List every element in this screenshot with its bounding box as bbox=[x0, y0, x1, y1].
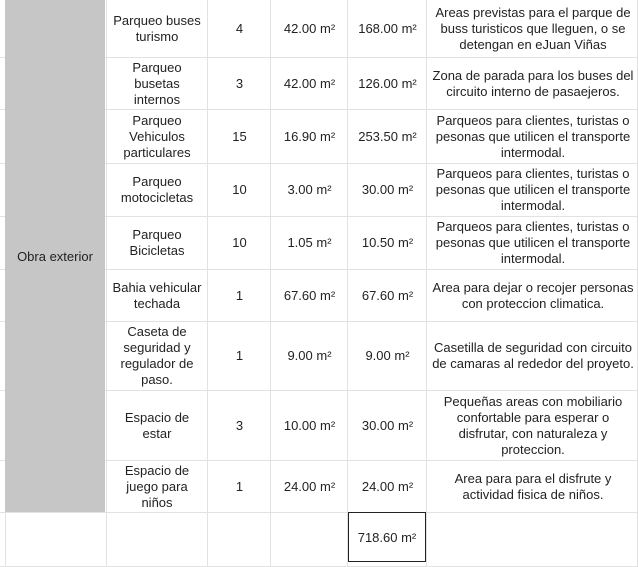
cell-description[interactable]: Area para para el disfrute y actividad fisica de niños. bbox=[454, 470, 612, 502]
cell-unit-area[interactable]: 42.00 m² bbox=[283, 21, 336, 36]
cell-total-area[interactable]: 67.60 m² bbox=[361, 287, 414, 303]
cell-total-area[interactable]: 30.00 m² bbox=[361, 182, 414, 197]
grid-line-horizontal bbox=[0, 512, 638, 513]
cell-name[interactable]: Parqueo buses turismo bbox=[113, 13, 201, 44]
grid-line-vertical bbox=[270, 0, 271, 567]
total-cell[interactable] bbox=[348, 512, 426, 562]
cell-name[interactable]: Caseta de seguridad y regulador de paso. bbox=[120, 324, 194, 387]
cell-qty[interactable]: 3 bbox=[235, 75, 244, 91]
grid-line-vertical bbox=[207, 0, 208, 567]
cell-description[interactable]: Areas previstas para el parque de buss turisticos que lleguen, o se detengan en eJuan Viñas bbox=[435, 5, 631, 52]
cell-unit-area[interactable]: 24.00 m² bbox=[283, 478, 336, 494]
cell-total-area[interactable]: 24.00 m² bbox=[361, 478, 414, 494]
cell-name[interactable]: Espacio de juego para niños bbox=[124, 462, 190, 510]
cell-unit-area[interactable]: 3.00 m² bbox=[287, 182, 332, 197]
grid-line-vertical bbox=[347, 0, 348, 567]
cell-name[interactable]: Parqueo Bicicletas bbox=[129, 227, 185, 258]
cell-unit-area[interactable]: 9.00 m² bbox=[287, 348, 332, 363]
cell-name[interactable]: Parqueo motocicletas bbox=[120, 174, 194, 205]
group-cell[interactable] bbox=[5, 0, 105, 512]
cell-total-area[interactable]: 10.50 m² bbox=[361, 235, 414, 250]
cell-qty[interactable]: 15 bbox=[232, 128, 247, 144]
cell-description[interactable]: Pequeñas areas con mobiliario confortable para esperar o disfrutar, con naturaleza y proteccion. bbox=[443, 393, 623, 457]
cell-qty[interactable]: 10 bbox=[232, 235, 247, 250]
cell-qty[interactable]: 1 bbox=[235, 348, 244, 363]
cell-qty[interactable]: 4 bbox=[235, 21, 244, 36]
cell-total-area[interactable]: 168.00 m² bbox=[358, 21, 417, 36]
cell-name[interactable]: Parqueo busetas internos bbox=[132, 59, 182, 107]
cell-unit-area[interactable]: 10.00 m² bbox=[283, 417, 336, 433]
grid-line-vertical bbox=[426, 0, 427, 567]
cell-qty[interactable]: 1 bbox=[235, 478, 244, 494]
cell-name[interactable]: Bahia vehicular techada bbox=[112, 279, 202, 311]
cell-qty[interactable]: 3 bbox=[235, 417, 244, 433]
cell-unit-area[interactable]: 42.00 m² bbox=[283, 75, 336, 91]
cell-unit-area[interactable]: 1.05 m² bbox=[287, 235, 332, 250]
cell-qty[interactable]: 10 bbox=[232, 182, 247, 197]
cell-description[interactable]: Parqueos para clientes, turistas o pesonas que utilicen el transporte intermodal. bbox=[435, 112, 631, 160]
cell-name[interactable]: Parqueo Vehiculos particulares bbox=[123, 112, 191, 160]
cell-name[interactable]: Espacio de estar bbox=[124, 409, 190, 441]
cell-qty[interactable]: 1 bbox=[235, 287, 244, 303]
cell-total-area[interactable]: 253.50 m² bbox=[358, 128, 417, 144]
cell-description[interactable]: Zona de parada para los buses del circuito interno de pasaejeros. bbox=[432, 67, 634, 99]
cell-unit-area[interactable]: 67.60 m² bbox=[283, 287, 336, 303]
group-label: Obra exterior bbox=[17, 248, 93, 264]
cell-total-area[interactable]: 126.00 m² bbox=[358, 75, 417, 91]
cell-description[interactable]: Area para dejar o recojer personas con proteccion climatica. bbox=[432, 279, 634, 311]
cell-description[interactable]: Casetilla de seguridad con circuito de camaras al rededor del proyeto. bbox=[432, 340, 634, 371]
cell-total-area[interactable]: 9.00 m² bbox=[365, 348, 410, 363]
cell-description[interactable]: Parqueos para clientes, turistas o pesonas que utilicen el transporte intermodal. bbox=[435, 166, 631, 213]
cell-total-area[interactable]: 30.00 m² bbox=[361, 417, 414, 433]
total-value: 718.60 m² bbox=[357, 529, 417, 545]
cell-description[interactable]: Parqueos para clientes, turistas o pesonas que utilicen el transporte intermodal. bbox=[435, 219, 631, 266]
cell-unit-area[interactable]: 16.90 m² bbox=[283, 128, 336, 144]
